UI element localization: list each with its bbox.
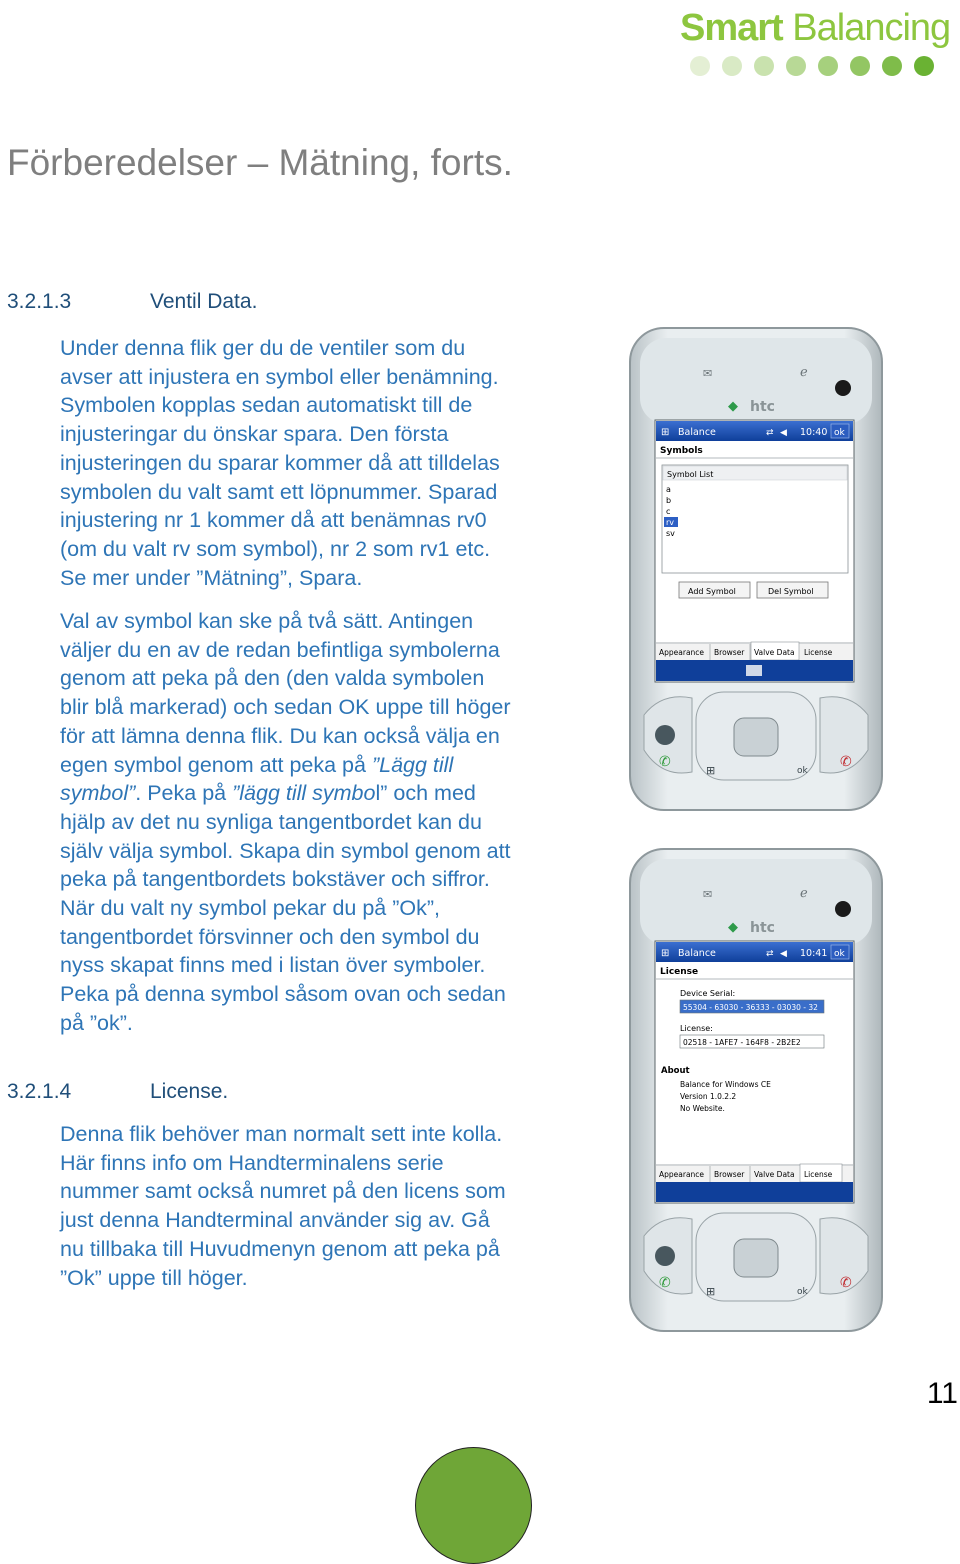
call-log-icon[interactable] <box>655 725 675 745</box>
app-title: Balance <box>678 948 716 959</box>
text-line: Här finns info om Handterminalens serie <box>60 1150 444 1175</box>
text-line: Val av symbol kan ske på två sätt. Antingen <box>60 609 474 633</box>
list-item[interactable]: rv <box>666 518 675 527</box>
text-line: nu tillbaka till Huvudmenyn genom att peka på <box>60 1236 500 1261</box>
tab-license[interactable]: License <box>804 648 833 657</box>
screen-title: License <box>660 967 699 977</box>
ok-label: ok <box>834 428 845 438</box>
logo-dot <box>882 56 902 76</box>
tab-valve-data[interactable]: Valve Data <box>754 1170 795 1179</box>
ok-label: ok <box>834 949 845 959</box>
connectivity-icon: ⇄ <box>766 949 774 959</box>
windows-flag-icon: ⊞ <box>661 948 670 959</box>
about-line: Version 1.0.2.2 <box>680 1092 737 1101</box>
text-line: genom att peka på den (den valda symbolen <box>60 666 485 691</box>
windows-key-icon[interactable]: ⊞ <box>706 764 716 777</box>
htc-mark-icon: ◆ <box>728 920 738 935</box>
section-title: Ventil Data. <box>150 290 258 313</box>
logo-dot <box>754 56 774 76</box>
ok-key-icon[interactable]: ok <box>797 1287 808 1297</box>
volume-icon: ◀ <box>780 428 787 438</box>
paragraph-ventil-intro <box>60 334 580 592</box>
tab-license[interactable]: License <box>804 1170 833 1179</box>
about-line: Balance for Windows CE <box>680 1080 771 1089</box>
logo-dot <box>690 56 710 76</box>
power-button-icon <box>835 901 851 917</box>
text-line: själv välja symbol. Skapa din symbol genom att <box>60 838 511 863</box>
text-line: väljer du en av de redan befintliga symbolerna <box>60 637 500 662</box>
text-line: blir blå markerad) och sedan OK uppe till höger <box>60 695 511 720</box>
text-line: injusteringar du önskar spara. Den första <box>60 422 449 447</box>
text-line: symbol”. Peka på ”lägg till symbol” och med <box>60 781 476 806</box>
list-item[interactable]: a <box>666 485 671 494</box>
menu-bar <box>656 1182 853 1202</box>
page-title: Förberedelser – Mätning, forts. <box>7 142 513 183</box>
section-number: 3.2.1.3 <box>7 290 72 313</box>
logo-dot <box>786 56 806 76</box>
del-symbol-label: Del Symbol <box>768 587 814 596</box>
keyboard-icon[interactable] <box>746 665 762 676</box>
text-line: just denna Handterminal använder sig av. Gå <box>60 1208 490 1233</box>
license-label: License: <box>680 1024 713 1033</box>
paragraph-license <box>60 1120 580 1292</box>
text-line: på ”ok”. <box>60 1010 133 1035</box>
text-line: peka på tangentbordets bokstäver och siffror. <box>60 867 490 892</box>
serial-label: Device Serial: <box>680 989 736 998</box>
dpad-center[interactable] <box>734 1239 778 1277</box>
call-green-icon[interactable]: ✆ <box>659 1275 671 1291</box>
text-line: avser att injustera en symbol eller benämning. <box>60 364 499 389</box>
windows-flag-icon: ⊞ <box>661 427 670 438</box>
about-title: About <box>661 1066 690 1076</box>
tab-appearance[interactable]: Appearance <box>659 1170 705 1179</box>
paragraph-symbol-selection <box>60 607 580 1038</box>
text-line: Se mer under ”Mätning”, Spara. <box>60 565 363 590</box>
dpad-center[interactable] <box>734 718 778 756</box>
list-item[interactable]: sv <box>666 529 675 538</box>
text-line: injusteringen du sparar kommer då att tilldelas <box>60 450 500 475</box>
page-number: 11 <box>926 1377 958 1410</box>
text-line: injustering nr 1 kommer då att benämnas rv0 <box>60 508 487 533</box>
clock: 10:40 <box>800 427 828 438</box>
list-item[interactable]: c <box>666 507 671 516</box>
logo-dot <box>818 56 838 76</box>
clock: 10:41 <box>800 948 828 959</box>
footer-green-circle <box>415 1447 532 1564</box>
section-heading-ventil-data <box>7 290 257 314</box>
logo-dots <box>690 56 955 76</box>
ie-icon: ℯ <box>800 886 808 901</box>
license-value: 02518 - 1AFE7 - 164F8 - 2B2E2 <box>683 1038 801 1047</box>
ok-key-icon[interactable]: ok <box>797 766 808 776</box>
text-line: egen symbol genom att peka på ”Lägg till <box>60 752 454 777</box>
brand-logo: htc <box>750 399 775 415</box>
app-title: Balance <box>678 427 716 438</box>
serial-value: 55304 - 63030 - 36333 - 03030 - 32 <box>683 1003 818 1012</box>
pda-device-symbols <box>622 320 890 818</box>
ie-icon: ℯ <box>800 365 808 380</box>
tab-browser[interactable]: Browser <box>714 1170 745 1179</box>
end-call-red-icon[interactable]: ✆ <box>840 754 852 770</box>
tab-appearance[interactable]: Appearance <box>659 648 705 657</box>
call-log-icon[interactable] <box>655 1246 675 1266</box>
text-line: nummer samt också numret på den licens som <box>60 1179 506 1204</box>
section-heading-license <box>7 1080 228 1104</box>
mail-icon: ✉ <box>703 888 713 901</box>
section-title: License. <box>150 1080 229 1103</box>
connectivity-icon: ⇄ <box>766 428 774 438</box>
text-line: symbolen du valt samt ett löpnummer. Sparad <box>60 479 498 504</box>
screen-title: Symbols <box>660 446 703 456</box>
list-item[interactable]: b <box>666 496 672 505</box>
symbol-list[interactable] <box>662 465 848 573</box>
text-line: Under denna flik ger du de ventiler som du <box>60 336 466 360</box>
power-button-icon <box>835 380 851 396</box>
text-line: När du valt ny symbol pekar du på ”Ok”, <box>60 896 440 921</box>
section-number: 3.2.1.4 <box>7 1080 72 1103</box>
windows-key-icon[interactable]: ⊞ <box>706 1285 716 1298</box>
about-line: No Website. <box>680 1104 725 1113</box>
pda-device-license <box>622 841 890 1339</box>
text-line: (om du valt rv som symbol), nr 2 som rv1 etc. <box>60 536 491 561</box>
text-line: Symbolen kopplas sedan automatiskt till de <box>60 393 473 418</box>
htc-mark-icon: ◆ <box>728 399 738 414</box>
mail-icon: ✉ <box>703 367 713 380</box>
end-call-red-icon[interactable]: ✆ <box>840 1275 852 1291</box>
logo-dot <box>722 56 742 76</box>
text-line: Peka på denna symbol såsom ovan och sedan <box>60 982 506 1007</box>
brand-logo: htc <box>750 920 775 936</box>
text-line: hjälp av det nu synliga tangentbordet kan du <box>60 809 482 834</box>
text-line: nyss skapat finns med i listan över symboler. <box>60 953 486 978</box>
tab-valve-data[interactable]: Valve Data <box>754 648 795 657</box>
text-line: tangentbordet försvinner och den symbol du <box>60 924 480 949</box>
smart-balancing-logo <box>680 6 955 76</box>
text-line: för att lämna denna flik. Du kan också välja en <box>60 723 500 748</box>
list-header: Symbol List <box>667 470 714 479</box>
text-line: Denna flik behöver man normalt sett inte kolla. <box>60 1122 503 1146</box>
text-line: ”Ok” uppe till höger. <box>60 1265 248 1290</box>
logo-dot <box>850 56 870 76</box>
add-symbol-label: Add Symbol <box>688 587 736 596</box>
logo-wordmark: Smart Balancing <box>680 7 951 49</box>
logo-dot <box>914 56 934 76</box>
volume-icon: ◀ <box>780 949 787 959</box>
call-green-icon[interactable]: ✆ <box>659 754 671 770</box>
tab-browser[interactable]: Browser <box>714 648 745 657</box>
